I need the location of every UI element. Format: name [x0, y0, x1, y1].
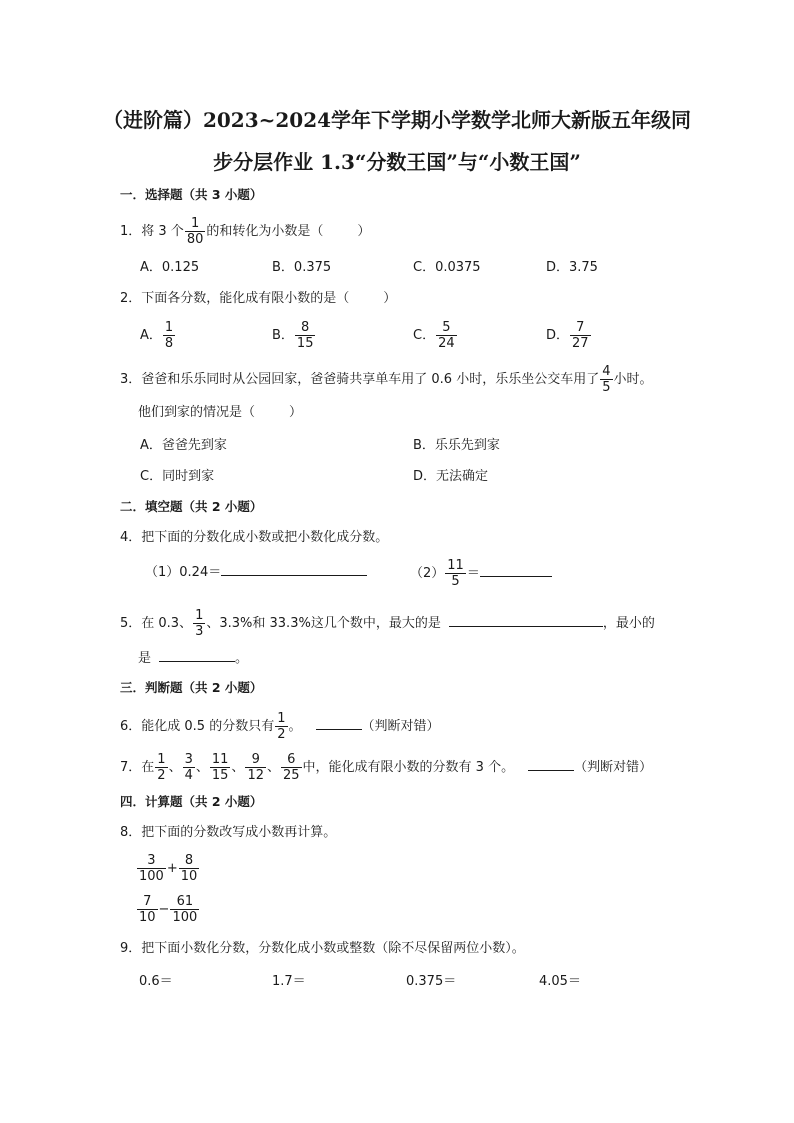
q8-e2-operator: −: [158, 902, 170, 917]
numerator: 1: [164, 320, 174, 335]
question-3-line-2: [138, 403, 302, 423]
denominator: 10: [139, 910, 156, 925]
question-7: [120, 752, 652, 783]
q8-expression-2: [136, 894, 200, 925]
numerator: 4: [602, 364, 611, 379]
q5-blank-min[interactable]: [159, 648, 235, 662]
denominator: 2: [277, 727, 286, 742]
q9-item-1: 0.6＝: [139, 974, 173, 989]
q4-part-2: [410, 558, 552, 589]
q1-denominator: 80: [186, 232, 204, 247]
page-title-line-2: 步分层作业 1.3“分数王国”与“小数王国”: [213, 150, 581, 174]
q8-e1-operator: +: [166, 861, 178, 876]
denominator: 12: [247, 768, 264, 783]
q2-text: 2．下面各分数，能化成有限小数的是（: [120, 291, 350, 306]
denominator: 2: [157, 768, 166, 783]
numerator: 7: [137, 894, 158, 910]
q2-option-b: [272, 320, 316, 351]
numerator: 1: [157, 752, 166, 767]
q4-part-2-blank[interactable]: [480, 563, 552, 577]
denominator: 8: [164, 336, 174, 351]
q9-item-4: 4.05＝: [539, 974, 581, 989]
q3-prefix: 3．爸爸和乐乐同时从公园回家，爸爸骑共享单车用了 0.6 小时，乐乐坐公交车用了: [120, 372, 600, 387]
numerator: 8: [295, 320, 316, 336]
q5-blank-max[interactable]: [449, 613, 603, 627]
question-5-line-2: [138, 648, 248, 669]
q3-option-a: A．爸爸先到家: [140, 438, 227, 453]
section-heading-choice: 一．选择题（共 3 小题）: [120, 187, 263, 202]
q7-fraction-2: [183, 752, 195, 783]
q4-part-2-label: （2）: [410, 566, 445, 581]
q1-option-a: A．0.125: [140, 260, 200, 275]
q3-option-c: C．同时到家: [140, 469, 215, 484]
question-2: [120, 289, 396, 309]
q3-close: ）: [289, 405, 303, 420]
section-heading-fill: 二．填空题（共 2 小题）: [120, 499, 263, 514]
question-3: [120, 364, 653, 395]
denominator: 100: [172, 910, 198, 925]
q5-fraction: [193, 608, 205, 639]
q2-option-b-fraction: [295, 320, 316, 351]
denominator: 3: [195, 624, 204, 639]
denominator: 15: [296, 336, 314, 351]
separator: 、: [195, 760, 209, 775]
q3-fraction: [600, 364, 612, 395]
q3-option-d: D．无法确定: [413, 469, 489, 484]
separator: 、: [168, 760, 182, 775]
q2-option-b-label: B．: [272, 328, 294, 343]
q4-part-1-text: （1）0.24＝: [145, 565, 222, 580]
question-4: 4．把下面的分数化成小数或把小数化成分数。: [120, 530, 389, 545]
page-title-line-1: （进阶篇）2023~2024学年下学期小学数学北师大新版五年级同: [102, 108, 692, 132]
denominator: 100: [139, 869, 164, 884]
q9-item-2: 1.7＝: [272, 974, 306, 989]
denominator: 5: [602, 380, 611, 395]
q4-part-1: [145, 562, 367, 583]
denominator: 4: [184, 768, 193, 783]
q7-fraction-5: [281, 752, 302, 783]
numerator: 6: [281, 752, 302, 768]
q2-option-d-fraction: [570, 320, 591, 351]
q8-expression-1: [136, 853, 200, 884]
q8-e1-fraction-a: [137, 853, 166, 884]
question-5: [120, 608, 655, 639]
q9-item-3: 0.375＝: [406, 974, 457, 989]
q6-prefix: 6．能化成 0.5 的分数只有: [120, 719, 275, 734]
denominator: 24: [438, 336, 455, 351]
q6-fraction: [275, 711, 287, 742]
q7-fraction-4: [245, 752, 266, 783]
q7-judge-note: （判断对错）: [574, 760, 653, 775]
numerator: 1: [195, 608, 204, 623]
question-8: 8．把下面的分数改写成小数再计算。: [120, 825, 337, 840]
q6-answer-blank[interactable]: [316, 716, 362, 730]
separator: 、: [231, 760, 245, 775]
q2-option-a-fraction: [163, 320, 175, 351]
numerator: 7: [570, 320, 591, 336]
q2-option-c-fraction: [436, 320, 457, 351]
q1-prefix: 1．将 3 个: [120, 224, 184, 239]
denominator: 27: [572, 336, 589, 351]
q2-option-c-label: C．: [413, 328, 436, 343]
q1-close: ）: [357, 224, 371, 239]
numerator: 11: [447, 558, 464, 573]
q2-close: ）: [383, 291, 397, 306]
denominator: 5: [451, 574, 460, 589]
numerator: 3: [137, 853, 166, 869]
numerator: 9: [245, 752, 266, 768]
numerator: 8: [179, 853, 200, 869]
q2-option-d: [546, 320, 592, 351]
q3-line2: 他们到家的情况是（: [138, 405, 256, 420]
question-9: 9．把下面小数化分数，分数化成小数或整数（除不尽保留两位小数）。: [120, 941, 525, 956]
q2-option-c: [413, 320, 458, 351]
numerator: 5: [436, 320, 457, 336]
q6-judge-note: （判断对错）: [361, 719, 440, 734]
q5-suffix: ，最小的: [602, 616, 655, 631]
numerator: 61: [170, 894, 199, 910]
q1-option-b: B．0.375: [272, 260, 332, 275]
q8-e2-fraction-b: [170, 894, 199, 925]
q5-middle: 、3.3%和 33.3%这几个数中，最大的是: [206, 616, 441, 631]
denominator: 25: [283, 768, 300, 783]
q3-option-b: B．乐乐先到家: [413, 438, 500, 453]
numerator: 3: [184, 752, 193, 767]
q7-answer-blank[interactable]: [528, 757, 574, 771]
question-6: [120, 711, 440, 742]
q4-part-1-blank[interactable]: [221, 562, 367, 576]
q7-fraction-1: [155, 752, 167, 783]
q2-option-d-label: D．: [546, 328, 570, 343]
q7-prefix: 7．在: [120, 760, 155, 775]
q4-part-2-eq: ＝: [466, 566, 480, 581]
q1-numerator: 1: [185, 216, 206, 232]
question-1: [120, 216, 370, 247]
section-heading-calc: 四．计算题（共 2 小题）: [120, 794, 263, 809]
q4-part-2-fraction: [445, 558, 466, 589]
q2-option-a-label: A．: [140, 328, 162, 343]
q1-option-d: D．3.75: [546, 260, 598, 275]
separator: 、: [266, 760, 280, 775]
denominator: 10: [180, 869, 198, 884]
q1-option-c: C．0.0375: [413, 260, 481, 275]
q5-prefix: 5．在 0.3、: [120, 616, 193, 631]
q8-e2-fraction-a: [137, 894, 158, 925]
q2-option-a: [140, 320, 176, 351]
q5-line2-end: 。: [235, 651, 249, 666]
q7-suffix: 中，能化成有限小数的分数有 3 个。: [302, 760, 515, 775]
q3-suffix: 小时。: [613, 372, 653, 387]
q1-text: 的和转化为小数是（: [206, 224, 324, 239]
denominator: 15: [211, 768, 229, 783]
numerator: 1: [277, 711, 286, 726]
numerator: 11: [211, 752, 229, 767]
q8-e1-fraction-b: [179, 853, 200, 884]
q7-fraction-3: [210, 752, 231, 783]
section-heading-judge: 三．判断题（共 2 小题）: [120, 680, 263, 695]
q1-fraction: [185, 216, 206, 247]
q6-suffix: 。: [288, 719, 302, 734]
q5-line2-prefix: 是: [138, 651, 152, 666]
